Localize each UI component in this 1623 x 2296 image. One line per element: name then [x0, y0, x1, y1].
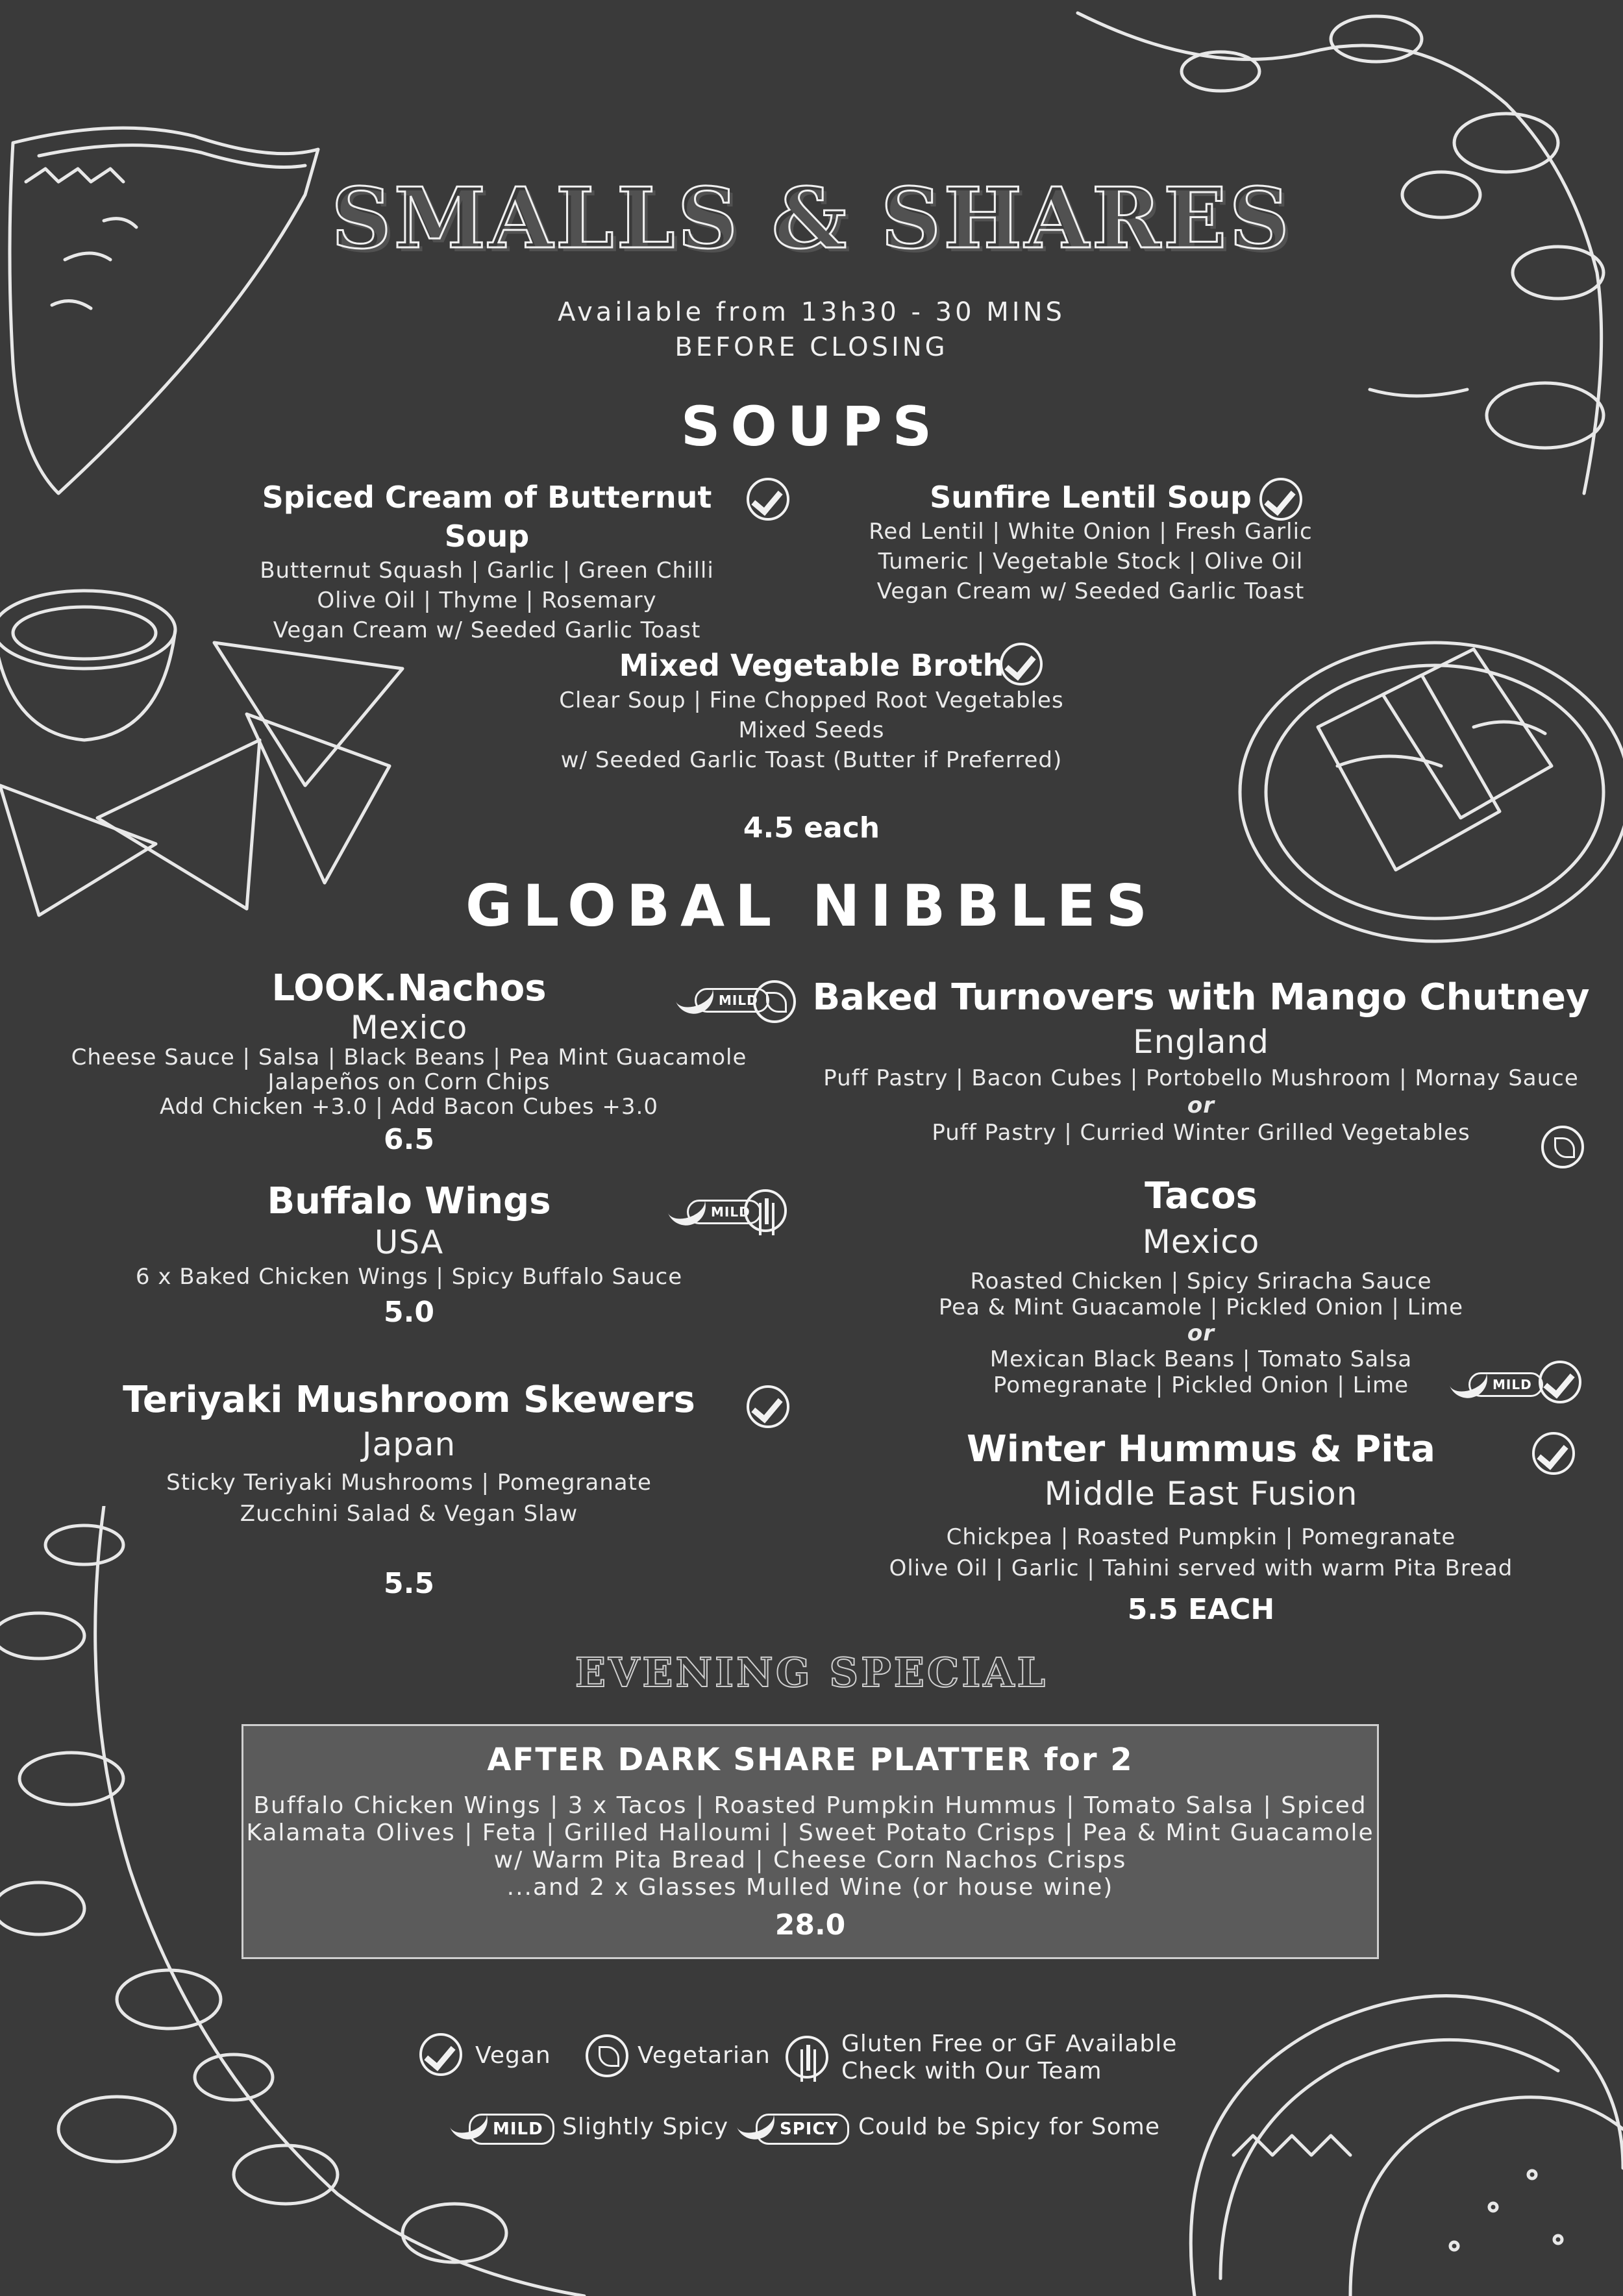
platter-desc: ...and 2 x Glasses Mulled Wine (or house wine)	[506, 1874, 1114, 1901]
item-baked-turnovers	[812, 975, 1591, 1148]
item-name: Mixed Vegetable Broth	[619, 648, 1004, 683]
item-desc: Olive Oil | Garlic | Tahini served with warm Pita Bread	[889, 1555, 1513, 1581]
item-desc: Clear Soup | Fine Chopped Root Vegetables	[559, 687, 1064, 713]
vegan-check-icon	[419, 2033, 462, 2076]
item-price: 6.5	[384, 1123, 434, 1156]
platter-price: 28.0	[774, 1908, 846, 1942]
special-platter-box	[242, 1724, 1379, 1959]
item-desc: Butternut Squash | Garlic | Green Chilli	[260, 558, 714, 584]
item-price: 5.5 EACH	[1127, 1593, 1275, 1626]
item-desc: Sticky Teriyaki Mushrooms | Pomegranate	[166, 1470, 652, 1496]
item-origin: Mexico	[1142, 1223, 1260, 1261]
vegan-check-icon	[1532, 1432, 1575, 1475]
item-desc: Jalapeños on Corn Chips	[267, 1069, 551, 1095]
or-separator: or	[1187, 1320, 1215, 1346]
mild-chilli-badge: MILD	[469, 2114, 554, 2145]
spicy-chilli-badge: SPICY	[756, 2114, 849, 2145]
item-desc: Puff Pastry | Bacon Cubes | Portobello Mushroom | Mornay Sauce	[823, 1065, 1579, 1091]
item-origin: Mexico	[350, 1009, 468, 1046]
item-desc: Add Chicken +3.0 | Add Bacon Cubes +3.0	[160, 1094, 658, 1120]
item-desc: Vegan Cream w/ Seeded Garlic Toast	[876, 578, 1305, 604]
item-origin: USA	[374, 1224, 444, 1261]
soups-heading: SOUPS	[680, 395, 943, 458]
item-origin: England	[1133, 1023, 1269, 1061]
legend-spicy: Could be Spicy for Some	[858, 2114, 1161, 2140]
vegetarian-leaf-icon	[753, 980, 796, 1023]
item-desc: Vegan Cream w/ Seeded Garlic Toast	[273, 617, 701, 643]
global-nibbles-heading: GLOBAL NIBBLES	[465, 872, 1158, 939]
mild-chilli-badge: MILD	[695, 988, 769, 1013]
item-desc: Cheese Sauce | Salsa | Black Beans | Pea Mint Guacamole	[71, 1044, 747, 1070]
item-desc: Chickpea | Roasted Pumpkin | Pomegranate	[946, 1524, 1456, 1550]
item-name: Buffalo Wings	[267, 1180, 551, 1222]
legend-vegan: Vegan	[475, 2042, 551, 2069]
item-origin: Middle East Fusion	[1044, 1475, 1358, 1512]
item-price: 5.0	[384, 1296, 434, 1329]
item-desc: Zucchini Salad & Vegan Slaw	[240, 1501, 578, 1527]
item-nachos	[52, 967, 766, 1161]
item-origin: Japan	[362, 1426, 456, 1463]
item-desc: Mixed Seeds	[738, 717, 885, 743]
soup-lentil	[863, 478, 1318, 606]
item-name: Baked Turnovers with Mango Chutney	[812, 976, 1590, 1018]
item-desc: Roasted Chicken | Spicy Sriracha Sauce	[970, 1268, 1432, 1294]
item-price: 5.5	[384, 1567, 434, 1600]
evening-special-heading: EVENING SPECIAL	[575, 1649, 1048, 1696]
item-desc: Olive Oil | Thyme | Rosemary	[317, 587, 657, 613]
platter-desc: Kalamata Olives | Feta | Grilled Halloumi | Sweet Potato Crisps | Pea & Mint Guacamole	[246, 1820, 1374, 1846]
item-desc: Tumeric | Vegetable Stock | Olive Oil	[878, 549, 1304, 574]
vegetarian-leaf-icon	[1541, 1126, 1584, 1168]
item-tacos	[844, 1174, 1558, 1398]
legend-gf-line-1: Gluten Free or GF Available	[841, 2031, 1178, 2057]
item-name: LOOK.Nachos	[271, 967, 547, 1009]
vegan-check-icon	[1000, 643, 1043, 685]
vegan-check-icon	[1259, 478, 1302, 521]
item-desc: Pomegranate | Pickled Onion | Lime	[993, 1372, 1409, 1398]
mild-chilli-badge: MILD	[687, 1200, 762, 1224]
gluten-free-wheat-icon	[786, 2036, 828, 2079]
legend-mild: Slightly Spicy	[562, 2114, 729, 2140]
item-desc: 6 x Baked Chicken Wings | Spicy Buffalo Sauce	[135, 1264, 683, 1290]
item-name: Teriyaki Mushroom Skewers	[123, 1379, 695, 1421]
mild-chilli-badge: MILD	[1468, 1372, 1543, 1397]
item-desc: Red Lentil | White Onion | Fresh Garlic	[869, 519, 1313, 545]
item-teriyaki-skewers	[84, 1379, 734, 1529]
platter-desc: w/ Warm Pita Bread | Cheese Corn Nachos Crisps	[493, 1847, 1127, 1873]
tacos-illustration-icon	[1156, 1960, 1623, 2296]
item-name: Spiced Cream of Butternut Soup	[262, 480, 712, 554]
platter-name: AFTER DARK SHARE PLATTER for 2	[487, 1742, 1134, 1778]
item-desc: Mexican Black Beans | Tomato Salsa	[989, 1346, 1413, 1372]
item-name: Winter Hummus & Pita	[967, 1428, 1435, 1470]
item-winter-hummus	[844, 1427, 1558, 1636]
vegan-check-icon	[747, 1385, 789, 1428]
item-name: Sunfire Lentil Soup	[930, 480, 1252, 515]
platter-desc: Buffalo Chicken Wings | 3 x Tacos | Roasted Pumpkin Hummus | Tomato Salsa | Spiced	[253, 1792, 1367, 1819]
legend-vegetarian: Vegetarian	[638, 2042, 771, 2069]
item-name: Tacos	[1145, 1175, 1258, 1217]
soup-butternut	[234, 478, 740, 645]
availability-line-1: Available from 13h30 - 30 MINS	[558, 297, 1065, 327]
item-desc: w/ Seeded Garlic Toast (Butter if Preferred)	[560, 747, 1063, 773]
availability-line-2: BEFORE CLOSING	[675, 332, 948, 362]
vegetarian-leaf-icon	[586, 2034, 628, 2077]
or-separator: or	[1187, 1092, 1215, 1118]
page-title: SMALLS & SHARES	[331, 170, 1292, 267]
item-desc: Puff Pastry | Curried Winter Grilled Vegetables	[932, 1120, 1470, 1146]
vegan-check-icon	[1539, 1361, 1581, 1403]
soups-price: 4.5 each	[743, 811, 880, 845]
leaves-top-right-illustration-icon	[1013, 0, 1623, 558]
item-buffalo-wings	[52, 1180, 766, 1333]
gluten-free-wheat-icon	[744, 1189, 787, 1232]
vegan-check-icon	[747, 478, 789, 521]
item-desc: Pea & Mint Guacamole | Pickled Onion | Lime	[938, 1294, 1464, 1320]
legend-gf-line-2: Check with Our Team	[841, 2058, 1102, 2084]
